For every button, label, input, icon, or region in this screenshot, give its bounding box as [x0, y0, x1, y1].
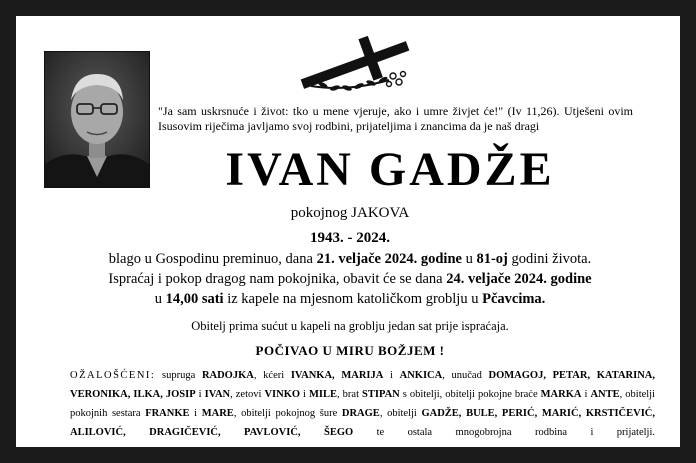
mourners-label: OŽALOŠĆENI:	[70, 370, 156, 381]
condolences-note: Obitelj prima sućut u kapeli na groblju jedan sat prije ispraćaja.	[191, 319, 509, 333]
life-years: 1943. - 2024.	[310, 230, 390, 246]
death-date-line: blago u Gospodinu preminuo, dana 21. veljače 2024. godine u 81-oj godini života.	[108, 251, 592, 267]
father-name: pokojnog JAKOVA	[290, 205, 410, 221]
rest-in-peace-line: POČIVAO U MIRU BOŽJEM !	[255, 343, 445, 358]
funeral-date-line: Ispraćaj i pokop dragog nam pokojnika, obavit će se dana 24. veljače 2024. godine	[108, 271, 592, 287]
bible-quote: "Ja sam uskrsnuće i život: tko u mene vjeruje, ako i umre živjet će!" (Iv 11,26). Utješeni ovim Isusovim riječima javljamo svoj rodbini, prijateljima i znancima da je naš dragi	[158, 104, 633, 133]
deceased-portrait-photo	[44, 51, 150, 188]
mourners-list: OŽALOŠĆENI: supruga RADOJKA, kćeri IVANKA, MARIJA i ANKICA, unučad DOMAGOJ, PETAR, KATARINA, VERONIKA, ILKA, JOSIP i IVAN, zetovi VINKO i MILE, brat STIPAN s obitelji, obitelji pokojne braće MARKA i ANTE, obitelji pokojnih sestara FRANKE i MARE, obitelji pokojnog šure DRAGE, obitelji GADŽE, BULE, PERIĆ, MARIĆ, KRSTIČEVIĆ, ALILOVIĆ, DRAGIČEVIĆ, PAVLOVIĆ, ŠEGO te ostala mnogobrojna rodbina i prijatelji.	[70, 370, 656, 438]
funeral-place-line: u 14,00 sati iz kapele na mjesnom katoličkom groblju u Pčavcima.	[154, 291, 546, 307]
deceased-name: IVAN GADŽE	[225, 143, 555, 196]
cross-ornament-icon	[289, 36, 421, 94]
